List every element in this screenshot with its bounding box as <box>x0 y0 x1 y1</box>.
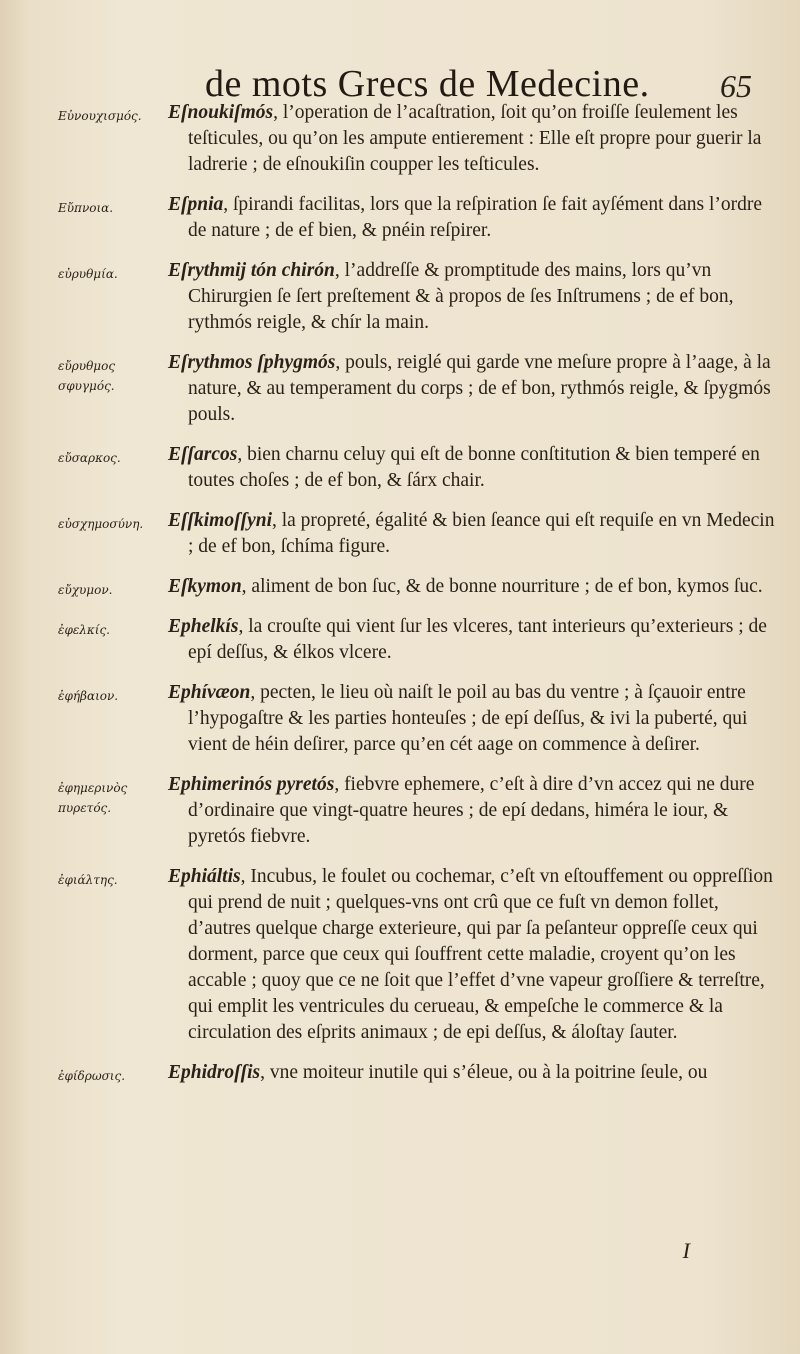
entry-definition: , bien charnu celuy qui eſt de bonne conſtitution & bien temperé en toutes choſes ; de ef bon, & ſárx chair. <box>188 444 760 491</box>
glossary-entry <box>0 350 800 428</box>
greek-term: Εὐνουχισμός. <box>58 109 142 123</box>
glossary-entry <box>0 442 800 494</box>
entry-term: Ephelkís <box>168 616 239 637</box>
running-title: de mots Grecs de Medecine. <box>205 63 650 105</box>
glossary-entry <box>0 192 800 244</box>
glossary-entries <box>0 100 800 1100</box>
entry-definition: , l’operation de l’acaſtration, ſoit qu’on froiſſe ſeulement les teſticules, ou qu’on les ampute entierement : Elle eſt propre pour guerir la ladrerie ; de eſnoukiſin coupper les teſticules. <box>188 102 762 175</box>
glossary-entry <box>0 100 800 178</box>
entry-definition: , aliment de bon ſuc, & de bonne nourriture ; de ef bon, kymos ſuc. <box>241 576 763 597</box>
entry-term: Ephívæon <box>168 682 251 703</box>
greek-term: ἐφήβαιον. <box>58 689 119 703</box>
greek-term: εὐσχημοσύνη. <box>58 517 144 531</box>
entry-definition: , pecten, le lieu où naiſt le poil au bas du ventre ; à ſçauoir entre l’hypogaſtre & les parties honteuſes ; de epí deſſus, & ivi la puberté, qui vient de héin deſirer, parce qu’en cét aage on commence à deſirer. <box>188 682 748 755</box>
entry-term: Eſrythmij tón chirón <box>168 260 335 281</box>
glossary-entry <box>0 574 800 600</box>
greek-term: ἐφίδρωσις. <box>58 1069 126 1083</box>
greek-term: ἐφημερινὸς πυρετός. <box>58 781 128 815</box>
entry-term: Ephimerinós pyretós <box>168 774 335 795</box>
entry-definition: , la propreté, égalité & bien ſeance qui eſt requiſe en vn Medecin ; de ef bon, ſchíma figure. <box>188 510 775 557</box>
entry-definition: , l’addreſſe & promptitude des mains, lors qu’vn Chirurgien ſe ſert preſtement & à propos de ſes Inſtrumens ; de ef bon, rythmós reigle, & chír la main. <box>188 260 734 333</box>
entry-term: Eſſarcos <box>168 444 238 465</box>
entry-term: Eſrythmos ſphygmós <box>168 352 336 373</box>
glossary-entry <box>0 772 800 850</box>
greek-term: εὔρυθμος σφυγμός. <box>58 359 116 393</box>
entry-definition: , la crouſte qui vient ſur les vlceres, tant interieurs qu’exterieurs ; de epí deſſus, & élkos vlcere. <box>188 616 767 663</box>
entry-definition: , fiebvre ephemere, c’eſt à dire d’vn accez qui ne dure d’ordinaire que vingt-quatre heures ; de epí dedans, himéra le iour, & pyretós fiebvre. <box>188 774 755 847</box>
greek-term: εὔσαρκος. <box>58 451 121 465</box>
entry-definition: , Incubus, le foulet ou cochemar, c’eſt vn eſtouffement ou oppreſſion qui prend de nuit ; quelques-vns ont crû que ce fuſt vn demon follet, d’autres quelque charge exterieure, qui par ſa peſanteur oppreſſe ceux qui dorment, parce que ceux qui ſouffrent cette maladie, croyent qu’on les accable ; quoy que ce ne ſoit que l’effet d’vne vapeur groſſiere & terreſtre, qui emplit les ventricules du cerueau, & empeſche le commerce & la circulation des eſprits animaux ; de epi deſſus, & áloſtay ſauter. <box>188 866 773 1043</box>
page-number: 65 <box>720 68 752 104</box>
greek-term: ἐφιάλτης. <box>58 873 118 887</box>
glossary-entry <box>0 258 800 336</box>
glossary-entry <box>0 614 800 666</box>
entry-term: Eſſkimoſſyni <box>168 510 272 531</box>
glossary-entry <box>0 680 800 758</box>
greek-term: εὐρυθμία. <box>58 267 118 281</box>
entry-definition: , pouls, reiglé qui garde vne meſure propre à l’aage, à la nature, & au temperament du corps ; de ef bon, rythmós reigle, & ſpygmós pouls. <box>188 352 771 425</box>
greek-term: Εὔπνοια. <box>58 201 114 215</box>
signature-mark: I <box>682 1238 690 1263</box>
glossary-entry <box>0 1060 800 1086</box>
entry-definition: , ſpirandi facilitas, lors que la reſpiration ſe fait ayſément dans l’ordre de nature ; de ef bien, & pnéin reſpirer. <box>188 194 763 241</box>
entry-term: Ephidroſſis <box>168 1062 261 1083</box>
greek-term: ἐφελκίς. <box>58 623 110 637</box>
glossary-entry <box>0 508 800 560</box>
entry-term: Ephiáltis <box>168 866 241 887</box>
entry-definition: , vne moiteur inutile qui s’éleue, ou à la poitrine ſeule, ou <box>260 1062 708 1083</box>
entry-term: Eſpnia <box>168 194 224 215</box>
glossary-entry <box>0 864 800 1046</box>
entry-term: Eſkymon <box>168 576 242 597</box>
greek-term: εὔχυμον. <box>58 583 113 597</box>
entry-term: Eſnoukiſmós <box>168 102 274 123</box>
